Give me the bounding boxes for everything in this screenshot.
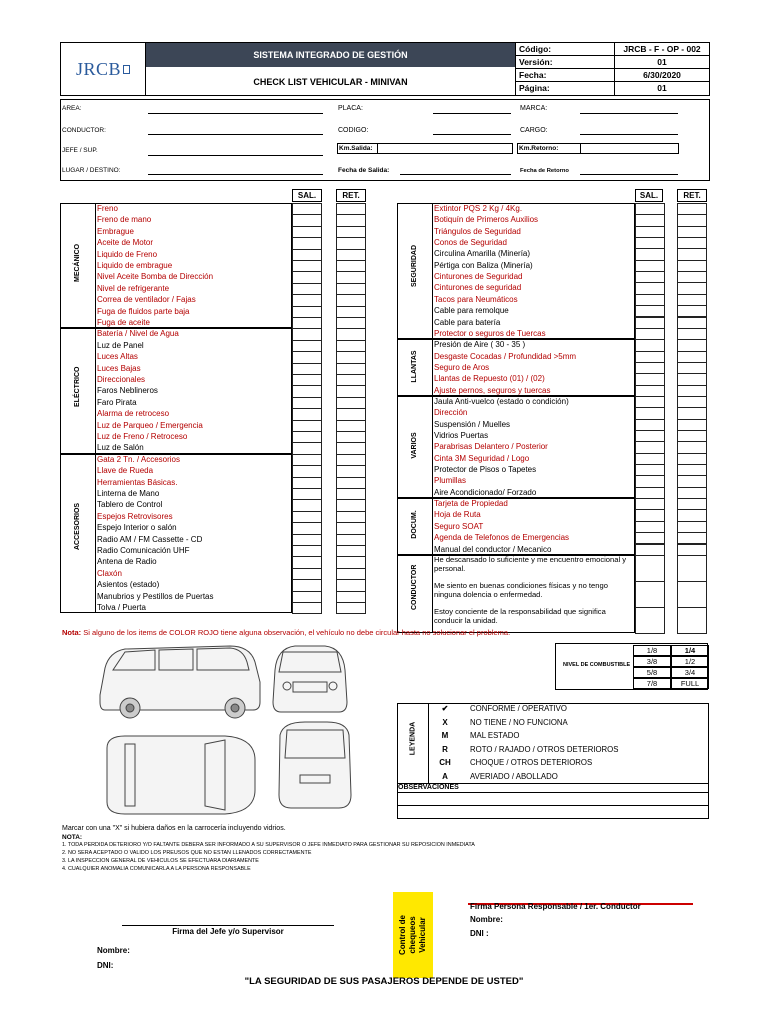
marca-label: MARCA: [520, 105, 548, 112]
checklist-item-label: Triángulos de Seguridad [434, 226, 521, 236]
supervisor-signature-line[interactable] [122, 925, 334, 926]
checklist-item-label: Direccionales [97, 375, 146, 384]
checklist-item-label: Batería / Nivel de Agua [97, 329, 179, 339]
van-front-view [273, 646, 347, 712]
conductor-label: CONDUCTOR: [62, 127, 106, 134]
cargo-label: CARGO: [520, 127, 548, 134]
dni-label: DNI: [97, 961, 114, 970]
fuel-level-cell[interactable]: 5/8 [633, 667, 671, 678]
checklist-item-label: Luz de Panel [97, 340, 144, 350]
sal-checkbox[interactable] [635, 555, 665, 582]
checklist-item-label: Alarma de retroceso [97, 409, 170, 419]
checklist-item-label: Gata 2 Tn. / Accesorios [97, 454, 181, 464]
fuel-level-cell[interactable]: 7/8 [633, 678, 671, 689]
control-stamp [393, 892, 433, 978]
checklist-item-label: Desgaste Cocadas / Profundidad >5mm [434, 351, 577, 361]
fecha-salida-label: Fecha de Salida: [338, 167, 390, 174]
note-label: Nota: [62, 628, 82, 637]
vehicle-diagram[interactable] [95, 640, 395, 825]
checklist-item-label: Parabrisas Delantero / Posterior [434, 442, 548, 452]
checklist-item-label: Llave de Rueda [97, 466, 154, 476]
van-top-view [107, 736, 255, 814]
 [432, 339, 433, 396]
legend-key: M [441, 731, 449, 740]
footer-slogan: "LA SEGURIDAD DE SUS PASAJEROS DEPENDE DE USTED" [244, 976, 524, 987]
checklist-item-label: Botiquín de Primeros Auxilios [434, 215, 539, 225]
placa-label: PLACA: [338, 105, 363, 112]
checklist-item-label: Espejos Retrovisores [97, 511, 173, 521]
page-title: CHECK LIST VEHICULAR - MINIVAN [253, 77, 408, 87]
fuel-level-cell[interactable]: FULL [671, 678, 709, 689]
meta-label: Fecha: [519, 70, 547, 80]
checklist-item-label: Cable para remolque [434, 306, 509, 316]
checklist-item-label: Cable para batería [434, 317, 501, 327]
checklist-item-label: Tablero de Control [97, 500, 163, 510]
legend-value: ROTO / RAJADO / OTROS DETERIOROS [470, 744, 619, 754]
checklist-item-label: Jaula Anti-vuelco (estado o condición) [434, 396, 569, 406]
checklist-item-label: Espejo Interior o salón [97, 523, 177, 533]
system-title: SISTEMA INTEGRADO DE GESTIÓN [253, 50, 408, 60]
checklist-item-label: Claxón [97, 568, 122, 578]
meta-label: Página: [519, 83, 550, 93]
checklist-item-label: Freno de mano [97, 215, 152, 225]
control-stamp-text: Control de chequeos Vehicular [398, 915, 427, 955]
checklist-item-label: Fuga de aceite [97, 318, 150, 327]
checklist-item-label: Luces Altas [97, 352, 138, 362]
checklist-item-label: Fuga de fluidos parte baja [97, 306, 190, 316]
meta-value: 6/30/2020 [643, 70, 681, 80]
checklist-item-label: Radio Comunicación UHF [97, 546, 190, 555]
checklist-item-label: Circulina Amarilla (Minería) [434, 249, 531, 259]
fecha-retorno-label: Fecha de Retorno [520, 168, 569, 174]
checklist-item-label: Herramientas Básicas. [97, 477, 178, 487]
checklist-item-label: Freno [97, 204, 118, 213]
fuel-level-cell[interactable]: 1/4 [671, 645, 709, 656]
legend-key: CH [439, 758, 451, 767]
checklist-item-label: Asientos (estado) [97, 580, 160, 590]
checklist-item-label: Extintor PQS 2 Kg / 4Kg. [434, 204, 523, 213]
supervisor-signature-label: Firma del Jefe y/o Supervisor [172, 927, 284, 936]
checklist-item-label: Liquido de embrague [97, 261, 173, 270]
note-text: Si alguno de los items de COLOR ROJO tiene alguna observación, el vehículo no debe circular hasta no solucionar el problema. [81, 628, 511, 637]
left-sal-header [292, 189, 322, 202]
red-note [62, 628, 510, 638]
logo-mark-icon [123, 65, 130, 74]
legend-title: LEYENDA [409, 721, 417, 756]
section-title: SEGURIDAD [411, 245, 418, 288]
checklist-item-label: Tarjeta de Propiedad [434, 499, 508, 509]
 [432, 203, 433, 339]
km-salida-label: Km.Salida: [339, 145, 373, 152]
ret-label: RET. [342, 191, 360, 200]
checklist-item-label: Faros Neblineros [97, 386, 158, 396]
checklist-item-label: He descansado lo suficiente y me encuentro emocional y personal. [434, 554, 627, 573]
nombre-label: Nombre: [97, 946, 130, 955]
checklist-item-label: Linterna de Mano [97, 489, 160, 498]
section-title: CONDUCTOR [411, 564, 418, 610]
 [95, 203, 96, 328]
checklist-item-label: Faro Pirata [97, 397, 137, 407]
checklist-item-label: Luz de Freno / Retroceso [97, 432, 188, 441]
legend-value: NO TIENE / NO FUNCIONA [470, 717, 568, 727]
checklist-item-label: Manual del conductor / Mecanico [434, 544, 552, 554]
sal-label: SAL. [639, 191, 659, 200]
mark-note: Marcar con una "X" si hubiera daños en la carrocería incluyendo vidrios. [62, 825, 286, 832]
section-title: MECÁNICO [74, 243, 81, 282]
checklist-item-label: Plumillas [434, 476, 467, 486]
checklist-item-label: Protector de Pisos o Tapetes [434, 465, 537, 475]
checklist-item-label: Vidrios Puertas [434, 431, 489, 440]
codigo-label: CODIGO: [338, 127, 369, 134]
checklist-item-label: Llantas de Repuesto (01) / (02) [434, 374, 545, 384]
 [432, 555, 433, 633]
legend-value: CONFORME / OPERATIVO [470, 704, 567, 713]
section-title: LLANTAS [411, 349, 418, 383]
checklist-item-label: Embrague [97, 226, 134, 236]
logo-text: JRCB [75, 58, 122, 79]
sal-checkbox[interactable] [635, 607, 665, 634]
checklist-item-label: Luz de Parqueo / Emergencia [97, 420, 203, 430]
meta-label: Código: [519, 44, 552, 54]
section-title: DOCUM. [411, 510, 418, 540]
ret-checkbox[interactable] [336, 602, 366, 614]
nota-label: NOTA: [62, 834, 83, 841]
legend-key: A [442, 771, 448, 781]
checklist-item-label: Luz de Salón [97, 443, 144, 453]
ret-checkbox[interactable] [677, 581, 707, 608]
van-side-view [100, 646, 260, 718]
checklist-item-label: Ajuste pernos, seguros y tuercas [434, 385, 551, 395]
checklist-item-label: Estoy conciente de la responsabilidad que significa conducir la unidad. [434, 606, 606, 625]
checklist-item-label: Seguro de Aros [434, 362, 490, 372]
checklist-item-label: Antena de Radio [97, 557, 157, 567]
system-banner [146, 43, 515, 67]
checklist-item-label: Luces Bajas [97, 363, 141, 373]
ret-checkbox[interactable] [677, 607, 707, 634]
section-title: ACCESORIOS [74, 502, 81, 550]
section-title: VARIOS [411, 432, 418, 459]
checklist-item-label: Seguro SOAT [434, 521, 484, 531]
numbered-note: 4. CUALQUIER ANOMALIA COMUNICARLA A LA PERSONA RESPONSABLE [62, 866, 251, 872]
jefe-label: JEFE / SUP. [62, 147, 98, 154]
numbered-note: 2. NO SERA ACEPTADO O VALIDO LOS PREUSOS QUE NO ESTAN LLENADOS CORRECTAMENTE [62, 850, 312, 856]
logo [61, 43, 145, 95]
checklist-item-label: Cinturones de seguridad [434, 283, 522, 293]
checklist-item-label: Manubrios y Pestillos de Puertas [97, 591, 214, 601]
checklist-item-label: Aire Acondicionado/ Forzado [434, 487, 537, 497]
checklist-item-label: Correa de ventilador / Fajas [97, 295, 196, 305]
fuel-level-cell[interactable]: 1/2 [671, 656, 709, 667]
legend-value: CHOQUE / OTROS DETERIOROS [470, 758, 593, 767]
checklist-item-label: Nivel Aceite Bomba de Dirección [97, 272, 214, 282]
meta-value: 01 [657, 57, 667, 67]
checklist-item-label: Presión de Aire ( 30 - 35 ) [434, 340, 526, 350]
observaciones-label: OBSERVACIONES [398, 784, 459, 791]
checklist-item-label: Radio AM / FM Cassette - CD [97, 534, 203, 544]
ret-label: RET. [683, 191, 701, 200]
checklist-item-label: Tacos para Neumáticos [434, 294, 518, 304]
checklist-item-label: Protector o seguros de Tuercas [434, 328, 546, 338]
fuel-level-cell[interactable]: 1/8 [633, 645, 671, 656]
km-retorno-label: Km.Retorno: [519, 145, 559, 152]
checklist-item-label: Liquido de Freno [97, 249, 158, 259]
sal-checkbox[interactable] [635, 581, 665, 608]
fuel-level-cell[interactable]: 3/4 [671, 667, 709, 678]
checklist-item-label: Hoja de Ruta [434, 510, 481, 520]
left-ret-header [336, 189, 366, 202]
dni2-label: DNI : [470, 929, 489, 938]
sal-label: SAL. [297, 191, 317, 200]
fuel-label: NIVEL DE COMBUSTIBLE [563, 662, 631, 668]
checklist-item-label: Conos de Seguridad [434, 238, 507, 248]
legend-key: ✔ [441, 704, 449, 713]
van-rear-view [279, 722, 351, 808]
 [95, 454, 96, 614]
checklist-item-label: Dirección [434, 408, 468, 418]
checklist-item-label: Agenda de Telefonos de Emergencias [434, 533, 570, 543]
numbered-note: 3. LA INSPECCION GENERAL DE VEHICULOS SE EFECTUARA DIARIAMENTE [62, 858, 259, 864]
meta-label: Versión: [519, 57, 553, 67]
meta-value: JRCB - F - OP - 002 [623, 44, 701, 54]
checklist-item-label: Me siento en buenas condiciones físicas y no tengo ninguna dolencia o enfermedad. [434, 580, 608, 599]
legend-value: MAL ESTADO [470, 731, 520, 740]
checklist-item-label: Aceite de Motor [97, 238, 154, 248]
legend-key: X [442, 717, 448, 727]
checklist-item-label: Cinturones de Seguridad [434, 272, 523, 282]
numbered-note: 1. TODA PERDIDA DETERIORO Y/O FALTANTE DEBERA SER INFORMADO A SU SUPERVISOR O JEFE INMEDIATO PARA GESTIONAR SU REPOSICION INMEDIATA [62, 842, 475, 848]
checklist-item-label: Suspensión / Muelles [434, 419, 511, 429]
right-ret-header [677, 189, 707, 202]
checklist-item-label: Tolva / Puerta [97, 603, 146, 612]
sal-checkbox[interactable] [292, 602, 322, 614]
ret-checkbox[interactable] [677, 555, 707, 582]
legend-key: R [442, 744, 448, 754]
right-sal-header [635, 189, 663, 202]
checklist-item-label: Pértiga con Baliza (Minería) [434, 260, 533, 270]
meta-value: 01 [657, 83, 667, 93]
area-label: AREA: [62, 105, 82, 112]
fuel-level-cell[interactable]: 3/8 [633, 656, 671, 667]
nombre2-label: Nombre: [470, 915, 503, 924]
checklist-item-label: Nivel de refrigerante [97, 283, 170, 293]
 [432, 498, 433, 555]
 [95, 328, 96, 453]
checklist-item-label: Cinta 3M Seguridad / Logo [434, 453, 530, 463]
 [432, 396, 433, 498]
section-title: ELÉCTRICO [74, 366, 81, 408]
legend-value: AVERIADO / ABOLLADO [470, 771, 558, 781]
responsible-signature-label: Firma Persona Responsable / 1er. Conductor [470, 902, 641, 911]
lugar-label: LUGAR / DESTINO: [62, 167, 121, 174]
